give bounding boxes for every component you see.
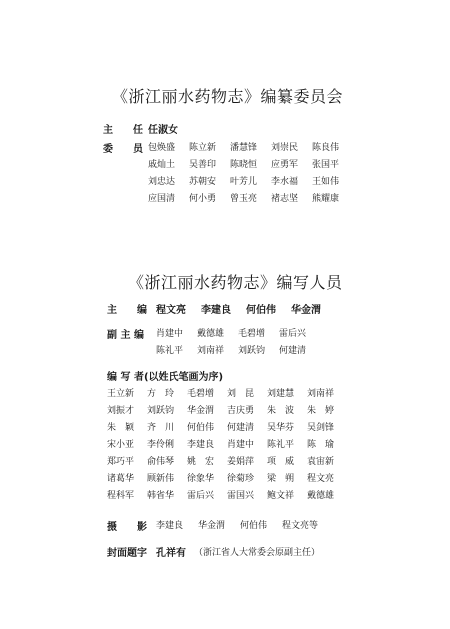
writers-title: 《浙江丽水药物志》编写人员 [128, 273, 343, 292]
cover-inscription-note: （浙江省人大常委会原副主任） [194, 548, 321, 558]
person-name: 袁宙新 [307, 457, 335, 467]
person-name: 陈立新 [189, 143, 217, 153]
person-name: 肖建中 [227, 440, 255, 450]
person-name: 俞伟琴 [147, 457, 175, 467]
person-name: 郑巧平 [107, 457, 135, 467]
deputy-row [156, 343, 356, 360]
person-name: 熊耀康 [312, 194, 340, 204]
authors-row [107, 454, 347, 471]
photography-label: 摄 影 [107, 522, 147, 533]
person-name: 吴华芬 [267, 423, 295, 433]
person-name: 程文亮等 [282, 521, 319, 531]
person-name: 程科军 [107, 491, 135, 501]
authors-label: 编 写 者(以姓氏笔画为序) [107, 372, 224, 383]
deputy-editor-label: 副 主 编 [107, 330, 144, 341]
person-name: 苏朝安 [189, 177, 217, 187]
person-name: 华金渭 [291, 305, 321, 316]
director-label: 主 任 [103, 125, 143, 136]
person-name: 陈良伟 [312, 143, 340, 153]
person-name: 何伯伟 [246, 305, 276, 316]
cover-inscription-label: 封面题字 [107, 548, 147, 559]
person-name: 诸葛华 [107, 474, 135, 484]
authors-row [107, 488, 347, 505]
committee-title: 《浙江丽水药物志》编纂委员会 [112, 87, 344, 106]
person-name: 陈晓恒 [230, 160, 258, 170]
person-name: 姚 宏 [187, 457, 215, 467]
person-name: 刘振才 [107, 406, 135, 416]
photography-names [156, 518, 356, 532]
person-name: 王如伟 [312, 177, 340, 187]
person-name: 应国清 [148, 194, 176, 204]
person-name: 李建良 [187, 440, 215, 450]
person-name: 何伯伟 [187, 423, 215, 433]
person-name: 何建清 [227, 423, 255, 433]
person-name: 朱 波 [267, 406, 295, 416]
person-name: 王立新 [107, 389, 135, 399]
person-name: 何伯伟 [240, 521, 268, 531]
person-name: 肖建中 [156, 329, 184, 339]
members-row [148, 140, 358, 157]
person-name: 梁 朔 [267, 474, 295, 484]
person-name: 雷后兴 [279, 329, 307, 339]
person-name: 华金渭 [187, 406, 215, 416]
person-name: 陈 瑜 [307, 440, 335, 450]
person-name: 刘跃钧 [147, 406, 175, 416]
person-name: 李水福 [271, 177, 299, 187]
members-grid [148, 140, 358, 210]
authors-grid [107, 386, 347, 506]
person-name: 徐菊珍 [227, 474, 255, 484]
person-name: 戴德雄 [197, 329, 225, 339]
director-name: 任淑女 [148, 125, 178, 136]
person-name: 李建良 [201, 305, 231, 316]
person-name: 包焕盛 [148, 143, 176, 153]
person-name: 宋小亚 [107, 440, 135, 450]
person-name: 毛碧增 [187, 389, 215, 399]
cover-inscription-name: 孔祥有 [156, 548, 186, 559]
person-name: 吉庆勇 [227, 406, 255, 416]
person-name: 雷国兴 [227, 491, 255, 501]
chief-editor-names [156, 301, 356, 315]
person-name: 雷后兴 [187, 491, 215, 501]
person-name: 刘崇民 [271, 143, 299, 153]
person-name: 吴善印 [189, 160, 217, 170]
authors-row [107, 420, 347, 437]
person-name: 齐 川 [147, 423, 175, 433]
person-name: 李建良 [156, 521, 184, 531]
person-name: 程文亮 [156, 305, 186, 316]
person-name: 张国平 [312, 160, 340, 170]
person-name: 韩省华 [147, 491, 175, 501]
authors-row [107, 437, 347, 454]
authors-row [107, 403, 347, 420]
person-name: 刘南祥 [197, 346, 225, 356]
members-row [148, 157, 358, 174]
person-name: 刘南祥 [307, 389, 335, 399]
person-name: 李伶俐 [147, 440, 175, 450]
chief-editor-label: 主 编 [107, 305, 147, 316]
person-name: 程文亮 [307, 474, 335, 484]
person-name: 何建清 [279, 346, 307, 356]
person-name: 潘慧锋 [230, 143, 258, 153]
person-name: 叶芳儿 [230, 177, 258, 187]
person-name: 鲍文祥 [267, 491, 295, 501]
members-row [148, 191, 358, 208]
person-name: 朱 婷 [307, 406, 335, 416]
person-name: 方 玲 [147, 389, 175, 399]
person-name: 褚志坚 [271, 194, 299, 204]
authors-row [107, 471, 347, 488]
person-name: 刘跃钧 [238, 346, 266, 356]
person-name: 曾玉亮 [230, 194, 258, 204]
members-row [148, 174, 358, 191]
person-name: 戚灿土 [148, 160, 176, 170]
members-label: 委 员 [103, 144, 143, 155]
person-name: 朱 颖 [107, 423, 135, 433]
person-name: 项 威 [267, 457, 295, 467]
person-name: 姜娟萍 [227, 457, 255, 467]
person-name: 戴德雄 [307, 491, 335, 501]
person-name: 华金渭 [198, 521, 226, 531]
person-name: 刘建慧 [267, 389, 295, 399]
person-name: 徐象华 [187, 474, 215, 484]
person-name: 应勇军 [271, 160, 299, 170]
person-name: 吴剑锋 [307, 423, 335, 433]
person-name: 刘 昆 [227, 389, 255, 399]
person-name: 何小勇 [189, 194, 217, 204]
authors-row [107, 386, 347, 403]
deputy-editor-grid [156, 326, 356, 358]
person-name: 毛碧增 [238, 329, 266, 339]
person-name: 顾新伟 [147, 474, 175, 484]
person-name: 刘忠达 [148, 177, 176, 187]
person-name: 陈礼平 [267, 440, 295, 450]
person-name: 陈礼平 [156, 346, 184, 356]
deputy-row [156, 326, 356, 343]
